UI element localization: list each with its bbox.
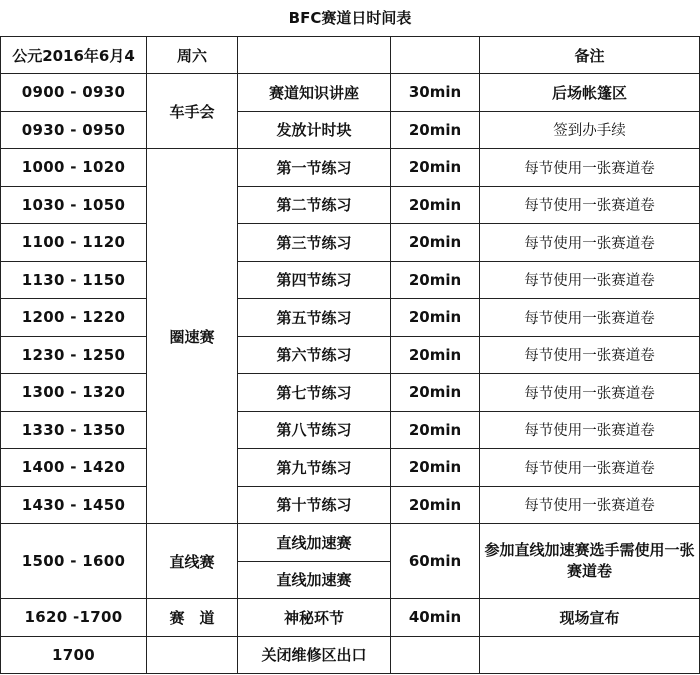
table-row <box>1 449 700 487</box>
note-cell: 现场宣布 <box>480 599 700 637</box>
note-cell: 签到办手续 <box>480 111 700 149</box>
event-cell: 赛道知识讲座 <box>238 74 391 112</box>
duration-cell: 40min <box>391 599 480 637</box>
duration-cell: 20min <box>391 299 480 337</box>
note-cell: 每节使用一张赛道卷 <box>480 336 700 374</box>
notes-header: 备注 <box>480 37 700 74</box>
time-cell: 1200 - 1220 <box>1 299 147 337</box>
event-cell: 第七节练习 <box>238 374 391 412</box>
duration-cell: 30min <box>391 74 480 112</box>
note-cell: 每节使用一张赛道卷 <box>480 149 700 187</box>
note-cell: 参加直线加速赛选手需使用一张赛道卷 <box>480 524 700 599</box>
time-cell: 1030 - 1050 <box>1 186 147 224</box>
duration-cell: 20min <box>391 224 480 262</box>
event-cell: 第四节练习 <box>238 261 391 299</box>
table-row <box>1 299 700 337</box>
table-header-row <box>1 37 700 74</box>
event-cell: 第一节练习 <box>238 149 391 187</box>
table-row <box>1 636 700 674</box>
table-row <box>1 486 700 524</box>
time-cell: 1400 - 1420 <box>1 449 147 487</box>
note-cell: 每节使用一张赛道卷 <box>480 299 700 337</box>
table-row <box>1 74 700 112</box>
table-row <box>1 411 700 449</box>
table-row <box>1 224 700 262</box>
table-row <box>1 149 700 187</box>
time-cell: 1000 - 1020 <box>1 149 147 187</box>
empty-cell <box>147 636 238 674</box>
group-driver-meeting: 车手会 <box>147 74 238 149</box>
table-row <box>1 261 700 299</box>
time-cell: 1230 - 1250 <box>1 336 147 374</box>
event-cell: 第二节练习 <box>238 186 391 224</box>
table-row <box>1 524 700 562</box>
table-row <box>1 374 700 412</box>
time-cell: 1300 - 1320 <box>1 374 147 412</box>
duration-cell: 20min <box>391 111 480 149</box>
event-cell: 神秘环节 <box>238 599 391 637</box>
table-row <box>1 599 700 637</box>
time-cell: 1330 - 1350 <box>1 411 147 449</box>
table-row <box>1 186 700 224</box>
time-cell: 0930 - 0950 <box>1 111 147 149</box>
event-cell: 第三节练习 <box>238 224 391 262</box>
duration-header <box>391 37 480 74</box>
event-cell: 关闭维修区出口 <box>238 636 391 674</box>
table-row <box>1 111 700 149</box>
note-cell: 每节使用一张赛道卷 <box>480 261 700 299</box>
note-cell: 每节使用一张赛道卷 <box>480 224 700 262</box>
note-cell: 后场帐篷区 <box>480 74 700 112</box>
duration-cell: 20min <box>391 186 480 224</box>
date-header: 公元2016年6月4 <box>1 37 147 74</box>
event-cell: 第五节练习 <box>238 299 391 337</box>
duration-cell: 20min <box>391 149 480 187</box>
time-cell: 1620 -1700 <box>1 599 147 637</box>
duration-cell: 20min <box>391 449 480 487</box>
event-header <box>238 37 391 74</box>
weekday-header: 周六 <box>147 37 238 74</box>
duration-cell: 20min <box>391 486 480 524</box>
group-drag-race: 直线赛 <box>147 524 238 599</box>
event-cell: 直线加速赛 <box>238 524 391 562</box>
time-cell: 1700 <box>1 636 147 674</box>
table-row <box>1 336 700 374</box>
event-cell: 发放计时块 <box>238 111 391 149</box>
event-cell: 第九节练习 <box>238 449 391 487</box>
time-cell: 1100 - 1120 <box>1 224 147 262</box>
event-cell: 直线加速赛 <box>238 561 391 599</box>
duration-cell: 20min <box>391 411 480 449</box>
note-cell: 每节使用一张赛道卷 <box>480 186 700 224</box>
group-track: 赛 道 <box>147 599 238 637</box>
event-cell: 第十节练习 <box>238 486 391 524</box>
time-cell: 1500 - 1600 <box>1 524 147 599</box>
group-lap-sessions: 圈速赛 <box>147 149 238 524</box>
empty-cell <box>391 636 480 674</box>
time-cell: 0900 - 0930 <box>1 74 147 112</box>
event-cell: 第八节练习 <box>238 411 391 449</box>
duration-cell: 60min <box>391 524 480 599</box>
schedule-table <box>0 36 700 674</box>
event-cell: 第六节练习 <box>238 336 391 374</box>
time-cell: 1430 - 1450 <box>1 486 147 524</box>
time-cell: 1130 - 1150 <box>1 261 147 299</box>
duration-cell: 20min <box>391 261 480 299</box>
note-cell: 每节使用一张赛道卷 <box>480 411 700 449</box>
note-cell: 每节使用一张赛道卷 <box>480 374 700 412</box>
note-cell: 每节使用一张赛道卷 <box>480 486 700 524</box>
duration-cell: 20min <box>391 336 480 374</box>
duration-cell: 20min <box>391 374 480 412</box>
empty-cell <box>480 636 700 674</box>
note-cell: 每节使用一张赛道卷 <box>480 449 700 487</box>
page-title: BFC赛道日时间表 <box>288 9 412 27</box>
